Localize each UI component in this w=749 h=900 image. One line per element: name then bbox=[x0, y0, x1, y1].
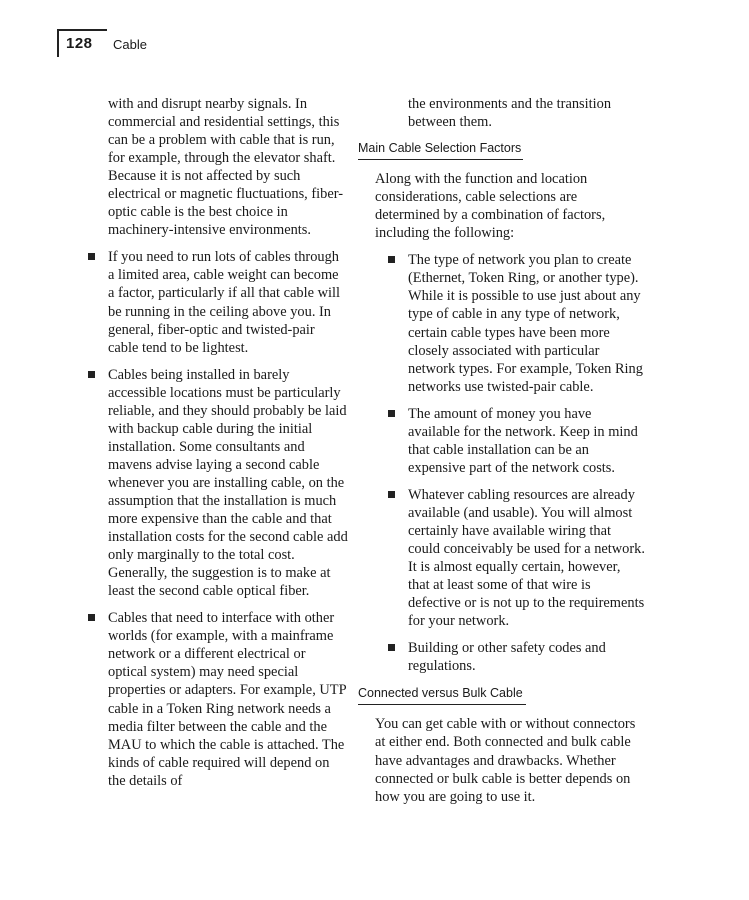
page-number: 128 bbox=[66, 35, 93, 52]
continued-paragraph: with and disrupt nearby signals. In commercial and residential settings, this can be a problem with cable that is run, for example, through the elevator shaft. Because it is not affected by such electrical or magnetic fluctuations, fiber-optic cable is the best choice in machinery-intensive environments. bbox=[108, 96, 344, 239]
section-intro: Along with the function and location considerations, cable selections are determined by a combination of factors, including the following: bbox=[375, 171, 606, 242]
square-bullet-icon bbox=[388, 644, 395, 651]
list-item: Cables being installed in barely accessible locations must be particularly reliable, and they should probably be laid with backup cable during the initial installation. Some consultants and mavens advise laying a second cable whenever you are installing cable, on the assumption that the installation is much more expensive than the cable and that installation costs for the second cable add only marginally to the total cost. Generally, the suggestion is to make at least the second cable optical fiber. bbox=[108, 366, 348, 601]
list-item: The amount of money you have available for the network. Keep in mind that cable installation can be an expensive part of the network costs. bbox=[408, 405, 645, 477]
running-head: Cable bbox=[113, 37, 147, 52]
left-column bbox=[108, 95, 348, 790]
bullet-list bbox=[375, 251, 645, 675]
list-item: If you need to run lots of cables through a limited area, cable weight can become a factor, particularly if all that cable will be running in the ceiling above you. In general, fiber-optic and twisted-pair cable tend to be lightest. bbox=[108, 248, 348, 356]
continued-paragraph: the environments and the transition between them. bbox=[408, 96, 612, 131]
bullet-list bbox=[108, 248, 348, 789]
section-heading: Connected versus Bulk Cable bbox=[358, 684, 526, 705]
square-bullet-icon bbox=[88, 614, 95, 621]
square-bullet-icon bbox=[88, 371, 95, 378]
list-item: Building or other safety codes and regulations. bbox=[408, 639, 645, 675]
list-item: Whatever cabling resources are already available (and usable). You will almost certainly have available wiring that could conceivably be used for a network. It is almost equally certain, however, that at least some of that wire is defective or is not up to the requirements for your network. bbox=[408, 486, 645, 630]
square-bullet-icon bbox=[88, 253, 95, 260]
square-bullet-icon bbox=[388, 491, 395, 498]
right-column bbox=[358, 95, 645, 806]
list-item: The type of network you plan to create (Ethernet, Token Ring, or another type). While it is possible to use just about any type of cable in any type of network, certain cable types have been more closely associated with particular network types. For example, Token Ring networks use twisted-pair cable. bbox=[408, 251, 645, 395]
square-bullet-icon bbox=[388, 410, 395, 417]
square-bullet-icon bbox=[388, 256, 395, 263]
list-item: Cables that need to interface with other worlds (for example, with a mainframe network or a different electrical or optical system) may need special properties or adapters. For example, UTP cable in a Token Ring network needs a media filter between the cable and the MAU to which the cable is attached. The kinds of cable required will depend on the details of bbox=[108, 609, 348, 789]
section-heading: Main Cable Selection Factors bbox=[358, 139, 523, 160]
section-body: You can get cable with or without connectors at either end. Both connected and bulk cable have advantages and drawbacks. Whether connected or bulk cable is better depends on how you are going to use it. bbox=[375, 716, 636, 805]
